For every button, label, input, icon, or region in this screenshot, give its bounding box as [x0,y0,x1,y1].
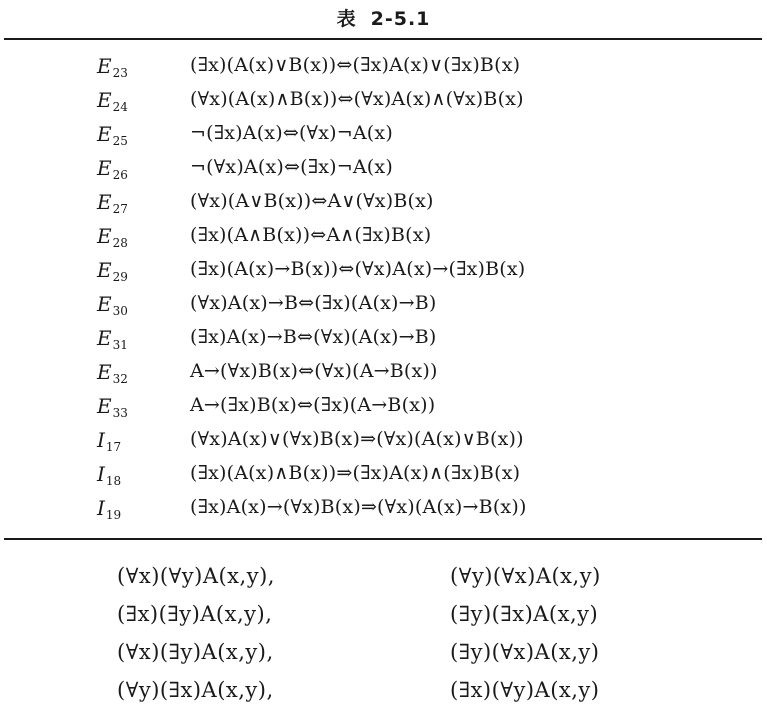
table-row [0,256,767,290]
row-label-letter: E [97,88,112,112]
row-formula: (∃x)(A(x)∧B(x))⇒(∃x)A(x)∧(∃x)B(x) [190,462,521,484]
table-caption [0,4,767,31]
row-label-letter: E [97,54,112,78]
table-row [0,154,767,188]
table-top-rule [4,38,762,40]
table-row [0,426,767,460]
row-label-letter: E [97,190,112,214]
row-label-subscript: 19 [105,508,122,522]
row-label-letter: E [97,224,112,248]
row-label-subscript: 25 [112,134,128,148]
row-label-subscript: 29 [112,270,128,284]
row-formula: (∃x)(A∧B(x))⇔A∧(∃x)B(x) [190,224,432,246]
row-label-letter: E [97,292,112,316]
row-label-letter: I [97,462,105,486]
table-row [0,188,767,222]
table-caption-label: 表 [336,8,357,30]
pair-right-formula: (∃x)(∀y)A(x,y) [450,678,600,702]
pair-left-formula: (∀x)(∃y)A(x,y), [117,640,274,664]
row-formula: A→(∃x)B(x)⇔(∃x)(A→B(x)) [190,394,436,416]
table-row [0,86,767,120]
row-label [97,394,128,420]
table-bottom-rule [4,538,762,540]
row-label [97,292,128,318]
row-formula: (∃x)(A(x)∨B(x))⇔(∃x)A(x)∨(∃x)B(x) [190,54,521,76]
row-label [97,258,128,284]
row-label-subscript: 27 [112,202,128,216]
row-label [97,224,128,250]
row-formula: (∀x)(A(x)∧B(x))⇔(∀x)A(x)∧(∀x)B(x) [190,88,524,110]
row-formula: (∀x)A(x)→B⇔(∃x)(A(x)→B) [190,292,437,314]
table-row [0,494,767,528]
pair-row [0,674,767,712]
row-formula: A→(∀x)B(x)⇔(∀x)(A→B(x)) [190,360,438,382]
pair-left-formula: (∀y)(∃x)A(x,y), [117,678,274,702]
row-label-subscript: 31 [112,338,128,352]
row-label-subscript: 28 [112,236,128,250]
row-label-letter: I [97,428,105,452]
formula-table [0,52,767,528]
row-formula: (∃x)(A(x)→B(x))⇔(∀x)A(x)→(∃x)B(x) [190,258,526,280]
pair-left-formula: (∃x)(∃y)A(x,y), [117,602,273,626]
row-label-letter: E [97,394,112,418]
row-formula: (∀x)A(x)∨(∀x)B(x)⇒(∀x)(A(x)∨B(x)) [190,428,524,450]
row-label-subscript: 23 [112,66,128,80]
row-label [97,360,128,386]
row-label-subscript: 26 [112,168,128,182]
pair-left-formula: (∀x)(∀y)A(x,y), [117,564,275,588]
pair-row [0,598,767,636]
row-label [97,496,121,522]
row-formula: ¬(∃x)A(x)⇔(∀x)¬A(x) [190,122,393,144]
row-label-letter: E [97,326,112,350]
row-label [97,156,128,182]
row-label [97,190,128,216]
pair-right-formula: (∃y)(∃x)A(x,y) [450,602,599,626]
row-label-letter: E [97,258,112,282]
row-label-letter: E [97,360,112,384]
quantifier-pairs [0,560,767,712]
table-row [0,120,767,154]
row-label-subscript: 18 [105,474,122,488]
row-label [97,428,121,454]
row-label [97,326,128,352]
row-label [97,88,128,114]
row-label [97,462,121,488]
table-row [0,290,767,324]
table-row [0,358,767,392]
table-row [0,460,767,494]
row-label-subscript: 24 [112,100,128,114]
row-formula: (∀x)(A∨B(x))⇔A∨(∀x)B(x) [190,190,434,212]
row-label-letter: I [97,496,105,520]
table-row [0,52,767,86]
pair-right-formula: (∃y)(∀x)A(x,y) [450,640,600,664]
row-label-subscript: 30 [112,304,128,318]
row-label-subscript: 33 [112,406,128,420]
row-formula: (∃x)A(x)→B⇔(∀x)(A(x)→B) [190,326,437,348]
row-formula: ¬(∀x)A(x)⇔(∃x)¬A(x) [190,156,393,178]
row-label-subscript: 32 [112,372,128,386]
row-label-letter: E [97,156,112,180]
row-label-subscript: 17 [105,440,122,454]
row-formula: (∃x)A(x)→(∀x)B(x)⇒(∀x)(A(x)→B(x)) [190,496,527,518]
table-row [0,222,767,256]
table-caption-number: 2-5.1 [370,8,431,30]
pair-row [0,636,767,674]
row-label [97,122,128,148]
row-label-letter: E [97,122,112,146]
table-row [0,324,767,358]
pair-right-formula: (∀y)(∀x)A(x,y) [450,564,601,588]
table-row [0,392,767,426]
pair-row [0,560,767,598]
row-label [97,54,128,80]
